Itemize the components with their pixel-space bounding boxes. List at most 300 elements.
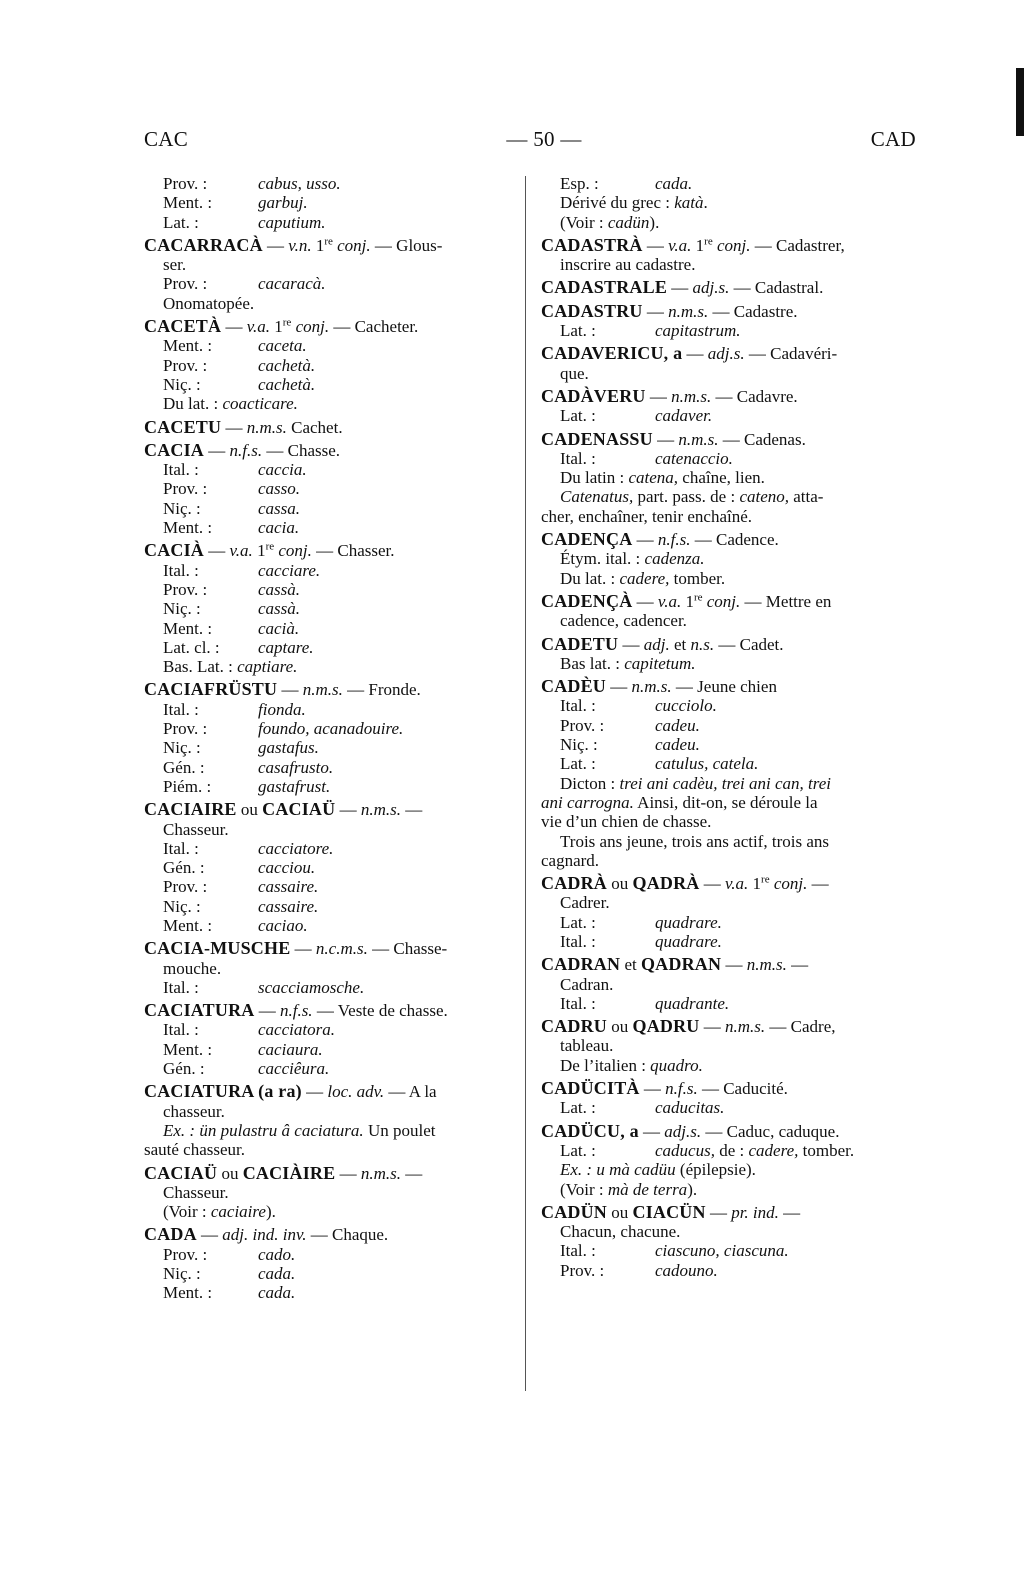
text: Du lat. : (560, 568, 620, 588)
definition-continued (541, 975, 913, 994)
form-value: cassaire. (258, 896, 319, 916)
entry-headline (541, 530, 913, 549)
headword: CADRAN (541, 954, 621, 975)
definition: — A la (384, 1082, 437, 1102)
definition: — Chasse. (262, 440, 341, 460)
definition: — Cadet. (714, 634, 784, 654)
page-edge-mark (1016, 68, 1024, 136)
note-paragraph (541, 487, 913, 526)
text: ou (607, 1017, 633, 1037)
dictionary-entry (144, 541, 516, 560)
language-label: Piém. : (163, 776, 212, 796)
entry-headline (541, 1122, 913, 1141)
reference-word: cadün (607, 212, 650, 232)
text: atta- (789, 487, 824, 507)
language-label: Ment. : (163, 518, 213, 538)
text: chaîne, lien. (678, 468, 765, 488)
column-divider (525, 176, 526, 1391)
language-label: Ital. : (163, 560, 199, 580)
text: — (301, 1082, 328, 1102)
entry-headline (541, 387, 913, 406)
grammar-label: v.a. 1re conj. (229, 540, 312, 561)
dictionary-entry (541, 1122, 913, 1141)
headword: CADETU (541, 633, 619, 654)
text: — (335, 1163, 361, 1183)
text: — (221, 417, 247, 437)
form-value: cassaire. (258, 877, 319, 897)
form-value: cachetà. (258, 374, 316, 394)
entry-headline (541, 430, 913, 449)
entry-headline (144, 441, 516, 460)
form-value: cacaracà. (258, 274, 326, 294)
grammar-label: loc. adv. (327, 1082, 385, 1102)
entry-headline (541, 1079, 913, 1098)
form-value: cadeu. (655, 715, 700, 735)
dictionary-entry (144, 1001, 516, 1020)
headword: CACIAIRE (144, 799, 237, 820)
reference-word: mà de terra (607, 1179, 688, 1199)
form-value: cadere, (619, 568, 670, 588)
form-value: cado. (258, 1244, 296, 1264)
form-value: captare. (258, 637, 314, 657)
text: Dérivé du grec : (560, 193, 675, 213)
definition: — (807, 874, 829, 894)
text: Étym. ital. : (560, 549, 645, 569)
form-value: fionda. (258, 699, 306, 719)
note-line (541, 507, 913, 526)
headword: CADENÇA (541, 529, 633, 550)
form-value: cadaver. (655, 406, 713, 426)
dictionary-entry (541, 1203, 913, 1242)
definition: — Caduc, caduque. (701, 1121, 840, 1141)
definition-continued (144, 959, 516, 978)
cross-reference (541, 1180, 913, 1199)
saying-paragraph (541, 774, 913, 832)
example-line (144, 1121, 516, 1140)
definition: — Fronde. (342, 680, 421, 700)
definition: Cadrer. (560, 893, 610, 913)
dictionary-entry (541, 955, 913, 994)
dictionary-entry (541, 592, 913, 631)
cross-reference (144, 1202, 516, 1221)
language-label: Ital. : (560, 931, 596, 951)
definition: — Cadavre. (711, 386, 798, 406)
headword: CACARRACÀ (144, 234, 263, 255)
text: de : (714, 1140, 749, 1160)
etymology-line (144, 619, 516, 638)
entry-headline (541, 635, 913, 654)
dictionary-entry (144, 441, 516, 460)
example-line (541, 1160, 913, 1179)
grammar-label: n.f.s. (657, 530, 691, 550)
form-value: catenaccio. (655, 448, 733, 468)
text: Dicton : (560, 773, 620, 793)
text: — (699, 874, 725, 894)
note-line (541, 1056, 913, 1075)
etymology-line (541, 735, 913, 754)
text: ). (687, 1179, 698, 1199)
etymology-line (144, 193, 516, 212)
etymology-line (541, 913, 913, 932)
language-label: Niç. : (163, 599, 201, 619)
text: et (620, 955, 641, 975)
text: Un poulet (363, 1120, 436, 1140)
etymology-line (541, 994, 913, 1013)
grammar-label: adj.s. (664, 1121, 702, 1141)
grammar-label: v.a. 1re conj. (725, 873, 808, 894)
entry-headline (144, 317, 516, 336)
entry-headline (541, 302, 913, 321)
form-value: quadrante. (655, 993, 730, 1013)
grammar-label: pr. ind. (731, 1202, 779, 1222)
etymology-line (144, 719, 516, 738)
form-value: cadouno. (655, 1260, 718, 1280)
form-value: cadeu. (655, 735, 700, 755)
headword: CADÜCU, a (541, 1120, 639, 1141)
form-value: caducitas. (655, 1098, 725, 1118)
dictionary-entry (541, 635, 913, 654)
language-label: Prov. : (163, 877, 208, 897)
text: — (642, 301, 669, 321)
dictionary-entry (144, 680, 516, 699)
definition-continued (144, 1183, 516, 1202)
form-value: catulus, catela. (655, 754, 759, 774)
headword: CACIAFRÜSTU (144, 679, 278, 700)
dictionary-entry (541, 874, 913, 913)
dictionary-entry (541, 236, 913, 275)
etymology-line (144, 638, 516, 657)
entry-headline (541, 955, 913, 974)
headword: CACIA (144, 439, 205, 460)
language-label: Niç. : (163, 498, 201, 518)
definition: — Chasser. (311, 541, 395, 561)
etymology-line (144, 561, 516, 580)
note-line (144, 1140, 516, 1159)
language-label: Lat. : (560, 406, 596, 426)
form-value: Catenatus, (560, 487, 634, 507)
header-left: CAC (144, 127, 189, 151)
etymology-line (541, 932, 913, 951)
form-value: garbuj. (258, 193, 308, 213)
dictionary-entry (541, 1017, 913, 1056)
etymology-line (144, 213, 516, 232)
etymology-line (144, 274, 516, 293)
definition: ser. (163, 255, 187, 275)
text: ou (607, 874, 633, 894)
form-value: caducus, (655, 1140, 715, 1160)
definition-continued (541, 364, 913, 383)
text: Ainsi, dit-on, se déroule la (633, 792, 818, 812)
definition: — (786, 955, 809, 975)
dictionary-entry (144, 800, 516, 839)
text: ou (236, 800, 263, 820)
definition: chasseur. (163, 1101, 225, 1121)
language-label: Prov. : (163, 274, 208, 294)
etymology-line (144, 839, 516, 858)
headword: CIACÜN (632, 1201, 706, 1222)
etymology-line (541, 716, 913, 735)
grammar-label: adj.s. (692, 278, 730, 298)
language-label: Esp. : (560, 174, 599, 193)
grammar-label: n.f.s. (229, 440, 263, 460)
form-value: cadenza. (644, 549, 705, 569)
text: ). (265, 1202, 276, 1222)
entry-headline (541, 344, 913, 363)
definition-continued (541, 255, 913, 274)
form-value: cucciolo. (655, 696, 717, 716)
etymology-line (144, 978, 516, 997)
grammar-label: n.m.s. (725, 1017, 766, 1037)
language-label: Ital. : (163, 977, 199, 997)
form-value: capitastrum. (655, 321, 741, 341)
definition: Chasseur. (163, 819, 229, 839)
saying-text: trei ani cadèu, trei ani can, trei (619, 773, 832, 793)
form-value: gastafrust. (258, 776, 331, 796)
entry-headline (144, 1001, 516, 1020)
form-value: quadrare. (655, 912, 722, 932)
definition-continued (541, 893, 913, 912)
dictionary-entry (541, 387, 913, 406)
entry-headline (541, 1203, 913, 1222)
dictionary-entry (144, 1164, 516, 1203)
form-value: catena, (628, 468, 679, 488)
language-label: Prov. : (163, 174, 208, 193)
definition: — Chaque. (306, 1225, 389, 1245)
headword: CADASTRALE (541, 277, 668, 298)
form-value: quadro. (650, 1055, 703, 1075)
form-value: caciao. (258, 915, 308, 935)
form-value: ciascuno, ciascuna. (655, 1241, 789, 1261)
text: — (204, 541, 230, 561)
language-label: Niç. : (163, 374, 201, 394)
grammar-label: n.f.s. (279, 1001, 313, 1021)
definition: Cachet. (286, 417, 343, 437)
entry-headline (144, 1225, 516, 1244)
language-label: Lat. : (560, 754, 596, 774)
language-label: Lat. : (163, 212, 199, 232)
definition: — Veste de chasse. (312, 1001, 448, 1021)
form-value: caceta. (258, 336, 307, 356)
form-value: caputium. (258, 212, 326, 232)
entry-headline (144, 541, 516, 560)
example-label: Ex. : (560, 1160, 597, 1180)
grammar-label: adj. (643, 634, 670, 654)
language-label: Lat. : (560, 1098, 596, 1118)
note-line (541, 851, 913, 870)
language-label: Ital. : (560, 993, 596, 1013)
language-label: Ment. : (163, 193, 213, 213)
grammar-label: n.c.m.s. (315, 939, 368, 959)
text: — (667, 278, 693, 298)
form-value: cabus, usso. (258, 174, 341, 193)
text: tomber. (798, 1140, 855, 1160)
text: — (221, 317, 247, 337)
entry-headline (144, 800, 516, 819)
grammar-label: adj.s. (707, 344, 745, 364)
definition: Chacun, chacune. (560, 1222, 681, 1242)
definition: — (400, 800, 423, 820)
etymology-line (144, 479, 516, 498)
text: part. pass. de : (633, 487, 740, 507)
language-label: Ment. : (163, 336, 213, 356)
grammar-label: n.m.s. (746, 955, 787, 975)
grammar-label: n.m.s. (302, 680, 343, 700)
headword: CACETÀ (144, 316, 222, 337)
language-label: Prov. : (163, 579, 208, 599)
etymology-line (144, 1283, 516, 1302)
text: — (254, 1001, 280, 1021)
headword: CADRÀ (541, 873, 607, 894)
dictionary-entry (144, 939, 516, 978)
saying-text: ani carrogna. (541, 792, 634, 812)
entry-headline (541, 1017, 913, 1036)
definition: — Glous- (370, 235, 443, 255)
cross-reference (541, 213, 913, 232)
language-label: Prov. : (163, 1244, 208, 1264)
etymology-line (541, 696, 913, 715)
etymology-line (144, 1040, 516, 1059)
etymology-line (144, 858, 516, 877)
form-value: cassà. (258, 599, 301, 619)
headword: CACIÀIRE (242, 1162, 336, 1183)
note-line (541, 832, 913, 851)
etymology-line (144, 375, 516, 394)
text: vie d’un chien de chasse. (541, 812, 712, 832)
language-label: Ital. : (163, 460, 199, 480)
etymology-line (541, 449, 913, 468)
form-value: foundo, acanadouire. (258, 719, 404, 739)
note-line (144, 294, 516, 313)
form-value: casafrusto. (258, 757, 334, 777)
entry-headline (144, 680, 516, 699)
etymology-line (541, 1141, 913, 1160)
headword: CADA (144, 1224, 197, 1245)
definition: — (400, 1163, 423, 1183)
etymology-line (541, 406, 913, 425)
text: — (618, 634, 644, 654)
definition-continued (144, 1102, 516, 1121)
grammar-label: n.m.s. (678, 429, 719, 449)
text: ou (607, 1202, 633, 1222)
note-paragraph (541, 832, 913, 871)
form-value: cateno, (739, 487, 790, 507)
grammar-label: n.f.s. (665, 1079, 698, 1099)
grammar-label: n.m.s. (671, 386, 712, 406)
grammar-label: v.a. 1re conj. (657, 591, 741, 611)
left-column (144, 174, 516, 1303)
dictionary-entry (144, 1225, 516, 1244)
dictionary-entry (144, 317, 516, 336)
definition: et (669, 634, 691, 654)
entry-headline (144, 939, 516, 958)
form-value: cachetà. (258, 355, 316, 375)
header-right: CAD (870, 127, 916, 151)
form-value: cacciare. (258, 560, 321, 580)
reference-word: caciaire (210, 1202, 266, 1222)
form-value: cada. (258, 1264, 296, 1284)
definition: — Chasse- (367, 939, 448, 959)
text: . (703, 193, 708, 213)
entry-headline (541, 278, 913, 297)
headword: QADRÀ (632, 873, 700, 894)
etymology-line (144, 897, 516, 916)
entry-headline (144, 1164, 516, 1183)
text: — (699, 1017, 725, 1037)
text: Trois ans jeune, trois ans actif, trois ans (560, 831, 829, 851)
grammar-label: v.a. 1re conj. (246, 316, 330, 337)
grammar-label: adj. ind. inv. (222, 1225, 307, 1245)
text: — (682, 344, 708, 364)
definition: cadence, cadencer. (560, 611, 687, 631)
text: tomber. (669, 568, 726, 588)
etymology-line (144, 700, 516, 719)
form-value: cassa. (258, 498, 301, 518)
text: — (639, 1079, 666, 1099)
example-text: u mà cadüu (596, 1160, 676, 1180)
language-label: Prov. : (163, 355, 208, 375)
entry-headline (541, 236, 913, 255)
language-label: Ital. : (560, 696, 596, 716)
text: — (606, 677, 632, 697)
headword: CACIÀ (144, 540, 205, 561)
headword: CACIAÜ (144, 1162, 218, 1183)
language-label: Gén. : (163, 858, 205, 878)
definition-continued (541, 1222, 913, 1241)
etymology-line (541, 1098, 913, 1117)
definition-continued (541, 611, 913, 630)
note-line (541, 549, 913, 568)
headword: QADRU (632, 1016, 700, 1037)
language-label: Niç. : (163, 738, 201, 758)
form-value: cada. (258, 1283, 296, 1303)
text: — (632, 591, 658, 611)
headword: CADÀVERU (541, 385, 646, 406)
grammar-label: n.s. (690, 634, 715, 654)
language-label: Lat. : (560, 321, 596, 341)
language-label: Bas. Lat. : (163, 657, 238, 677)
text: — (721, 955, 747, 975)
etymology-line (144, 356, 516, 375)
note-line (541, 193, 913, 212)
language-label: Lat. : (560, 912, 596, 932)
form-value: quadrare. (655, 931, 722, 951)
definition: — Cadastrer, (750, 235, 845, 255)
grammar-label: n.m.s. (668, 301, 709, 321)
entry-headline (144, 236, 516, 255)
etymology-line (144, 916, 516, 935)
grammar-label: v.a. 1re conj. (668, 235, 751, 255)
language-label: Prov. : (560, 715, 605, 735)
etymology-line (144, 777, 516, 796)
headword: CADRU (541, 1016, 607, 1037)
headword: CACETU (144, 416, 222, 437)
dictionary-entry (144, 1082, 516, 1121)
entry-headline (541, 677, 913, 696)
example-label: Ex. : (163, 1120, 200, 1140)
etymology-line (144, 1020, 516, 1039)
text: — (277, 680, 303, 700)
etymology-line (144, 336, 516, 355)
form-value: capitetum. (624, 653, 696, 673)
form-value: casso. (258, 479, 301, 499)
etymology-line (541, 1241, 913, 1260)
definition: — Cadastre. (708, 301, 798, 321)
headword: CADÈU (541, 676, 607, 697)
etymology-line (144, 1264, 516, 1283)
form-value: cada. (655, 174, 693, 193)
grammar-label: v.n. 1re conj. (288, 235, 371, 255)
note-line (541, 569, 913, 588)
